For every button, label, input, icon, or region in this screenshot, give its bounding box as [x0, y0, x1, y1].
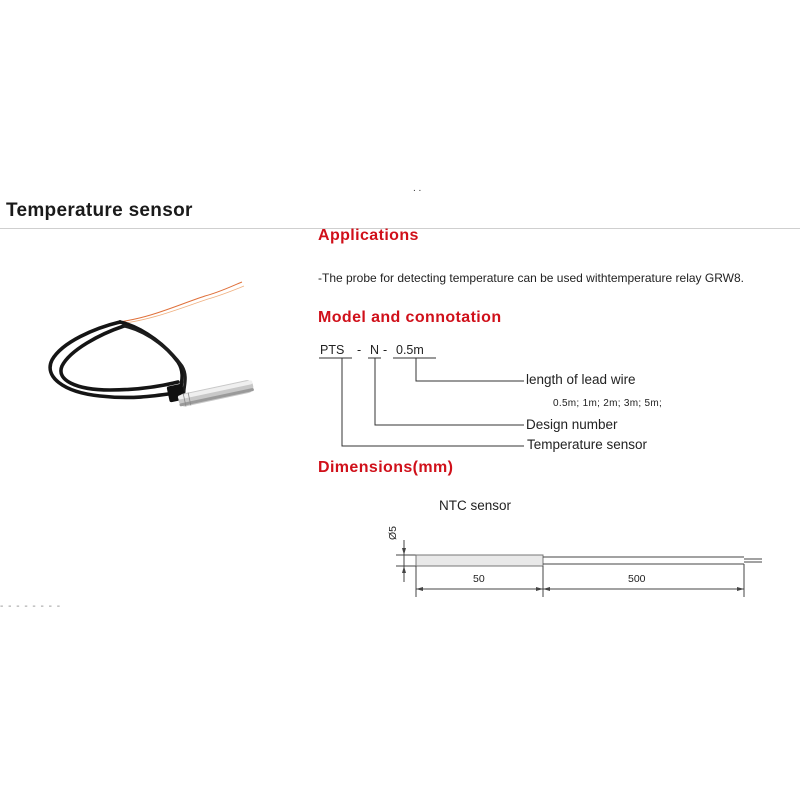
lead-wire-label: length of lead wire	[526, 372, 636, 387]
model-code-pts: PTS	[320, 343, 345, 357]
model-code-dash-2: -	[383, 343, 388, 357]
temperature-sensor-label: Temperature sensor	[527, 437, 648, 452]
probe-length-label: 50	[473, 573, 485, 585]
model-code-dash-1: -	[357, 343, 362, 357]
model-code-length: 0.5m	[396, 343, 424, 357]
page-title: Temperature sensor	[6, 200, 193, 221]
applications-heading: Applications	[318, 227, 419, 244]
model-heading: Model and connotation	[318, 309, 502, 326]
top-dots: . .	[413, 183, 422, 194]
ntc-sensor-label: NTC sensor	[439, 498, 512, 513]
applications-text: -The probe for detecting temperature can be used withtemperature relay GRW8.	[318, 271, 744, 285]
diameter-label: Ø5	[387, 525, 399, 540]
wire-length-label: 500	[628, 573, 646, 585]
dimensions-heading: Dimensions(mm)	[318, 459, 454, 476]
bottom-dots: - - - - - - - -	[0, 601, 62, 612]
design-number-label: Design number	[526, 417, 618, 432]
model-code-n: N	[370, 343, 380, 357]
lead-wire-options: 0.5m; 1m; 2m; 3m; 5m;	[553, 398, 663, 409]
